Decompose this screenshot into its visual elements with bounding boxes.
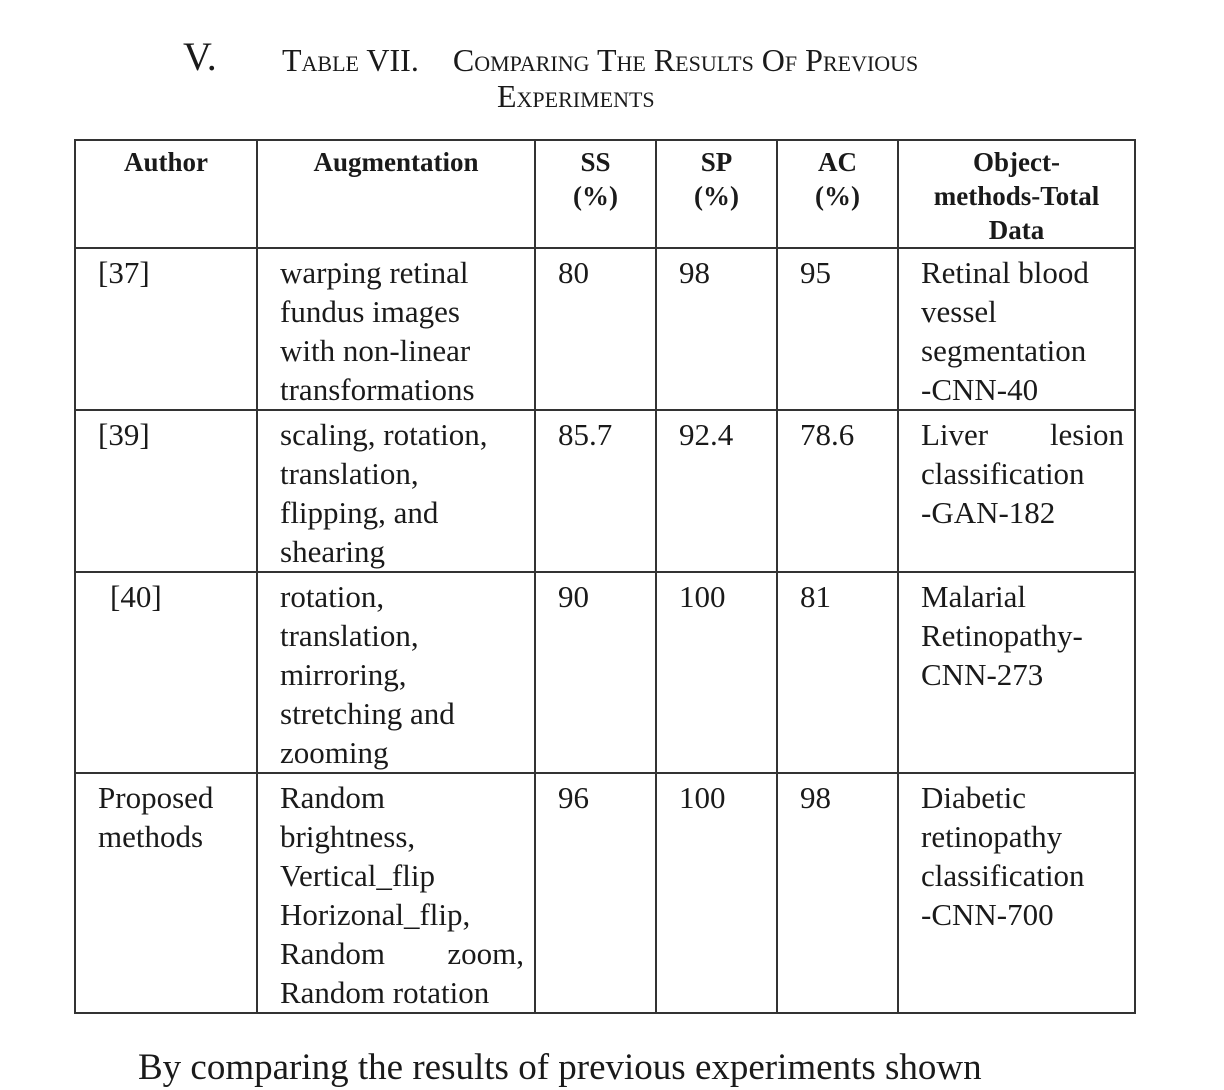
cell-object: Malarial Retinopathy- CNN-273 — [898, 572, 1135, 773]
table-row — [75, 773, 1135, 1013]
cell-author: [39] — [75, 410, 257, 572]
cell-sp: 100 — [656, 773, 777, 1013]
cell-ss: 90 — [535, 572, 656, 773]
body-text-partial: By comparing the results of previous experiments shown — [138, 1047, 982, 1088]
header-object: Object- methods-Total Data — [898, 140, 1135, 248]
table-label: Table VII. — [282, 42, 419, 78]
header-ac: AC (%) — [777, 140, 898, 248]
cell-ac: 98 — [777, 773, 898, 1013]
cell-author: [37] — [75, 248, 257, 410]
cell-ss: 96 — [535, 773, 656, 1013]
table-title-line1: Comparing The Results Of Previous — [452, 42, 919, 78]
header-ss: SS (%) — [535, 140, 656, 248]
cell-sp: 100 — [656, 572, 777, 773]
table-header-row — [75, 140, 1135, 248]
cell-augmentation: Random brightness, Vertical_flip Horizonal_flip, Random zoom, Random rotation — [257, 773, 535, 1013]
cell-author: Proposed methods — [75, 773, 257, 1013]
table-row — [75, 248, 1135, 410]
header-sp: SP (%) — [656, 140, 777, 248]
header-augmentation: Augmentation — [257, 140, 535, 248]
cell-author: [40] — [75, 572, 257, 773]
cell-ac: 78.6 — [777, 410, 898, 572]
cell-object: Liver lesion classification -GAN-182 — [898, 410, 1135, 572]
cell-augmentation: rotation, translation, mirroring, stretching and zooming — [257, 572, 535, 773]
section-number: V. — [183, 34, 217, 79]
cell-ss: 85.7 — [535, 410, 656, 572]
cell-sp: 98 — [656, 248, 777, 410]
cell-ac: 81 — [777, 572, 898, 773]
table-row — [75, 410, 1135, 572]
cell-sp: 92.4 — [656, 410, 777, 572]
table-title-line2: Experiments — [497, 78, 655, 114]
cell-ss: 80 — [535, 248, 656, 410]
cell-ac: 95 — [777, 248, 898, 410]
table-row — [75, 572, 1135, 773]
cell-object: Diabetic retinopathy classification -CNN-700 — [898, 773, 1135, 1013]
cell-object: Retinal blood vessel segmentation -CNN-40 — [898, 248, 1135, 410]
results-table — [74, 139, 1136, 1014]
cell-augmentation: scaling, rotation, translation, flipping, and shearing — [257, 410, 535, 572]
cell-augmentation: warping retinal fundus images with non-linear transformations — [257, 248, 535, 410]
header-author: Author — [75, 140, 257, 248]
